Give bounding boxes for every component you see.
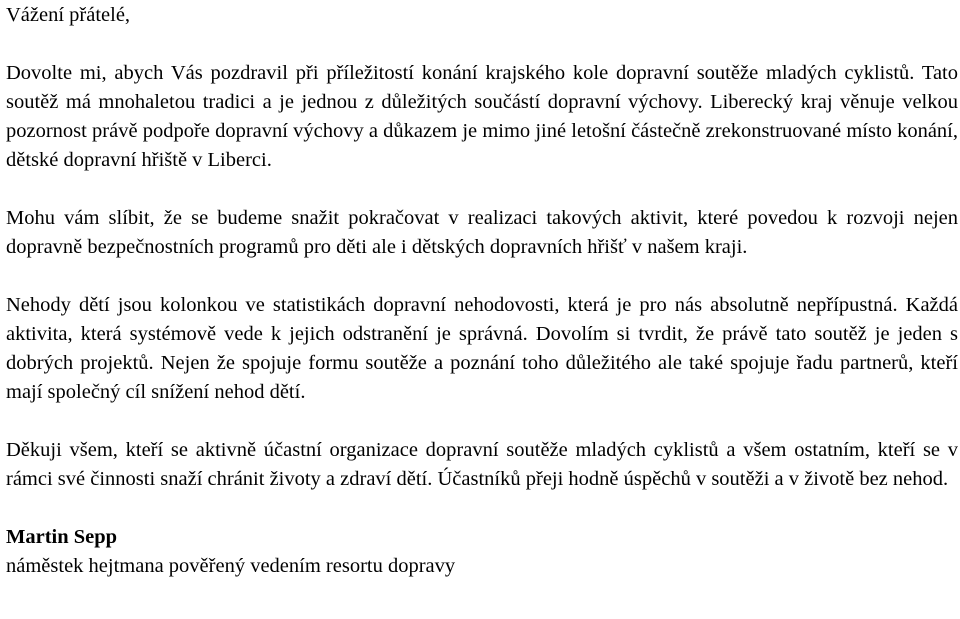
letter-paragraph-2: Mohu vám slíbit, že se budeme snažit pokračovat v realizaci takových aktivit, které povedou k rozvoji nejen dopravně bezpečnostních programů pro děti ale i dětských dopravních hřišť v našem kraji. xyxy=(6,207,958,258)
signature-title: náměstek hejtmana pověřený vedením resortu dopravy xyxy=(6,555,456,577)
letter-document xyxy=(6,1,958,581)
letter-paragraph-4: Děkuji všem, kteří se aktivně účastní organizace dopravní soutěže mladých cyklistů a všem ostatním, kteří se v rámci své činnosti snaží chránit životy a zdraví dětí. Účastníků přeji hodně úspěchů v soutěži a v životě bez nehod. xyxy=(6,439,958,490)
letter-paragraph-1: Dovolte mi, abych Vás pozdravil při příležitostí konání krajského kole dopravní soutěže mladých cyklistů. Tato soutěž má mnohaletou tradici a je jednou z důležitých součástí dopravní výchovy. Liberecký kraj věnuje velkou pozornost právě podpoře dopravní výchovy a důkazem je mimo jiné letošní částečně zrekonstruované místo konání, dětské dopravní hřiště v Liberci. xyxy=(6,62,958,171)
signature-block xyxy=(6,523,958,581)
letter-paragraph-3: Nehody dětí jsou kolonkou ve statistikách dopravní nehodovosti, která je pro nás absolutně nepřípustná. Každá aktivita, která systémově vede k jejich odstranění je správná. Dovolím si tvrdit, že právě tato soutěž je jeden s dobrých projektů. Nejen že spojuje formu soutěže a poznání toho důležitého ale také spojuje řadu partnerů, kteří mají společný cíl snížení nehod dětí. xyxy=(6,294,958,403)
letter-greeting: Vážení přátelé, xyxy=(6,4,131,26)
signature-name: Martin Sepp xyxy=(6,526,118,548)
